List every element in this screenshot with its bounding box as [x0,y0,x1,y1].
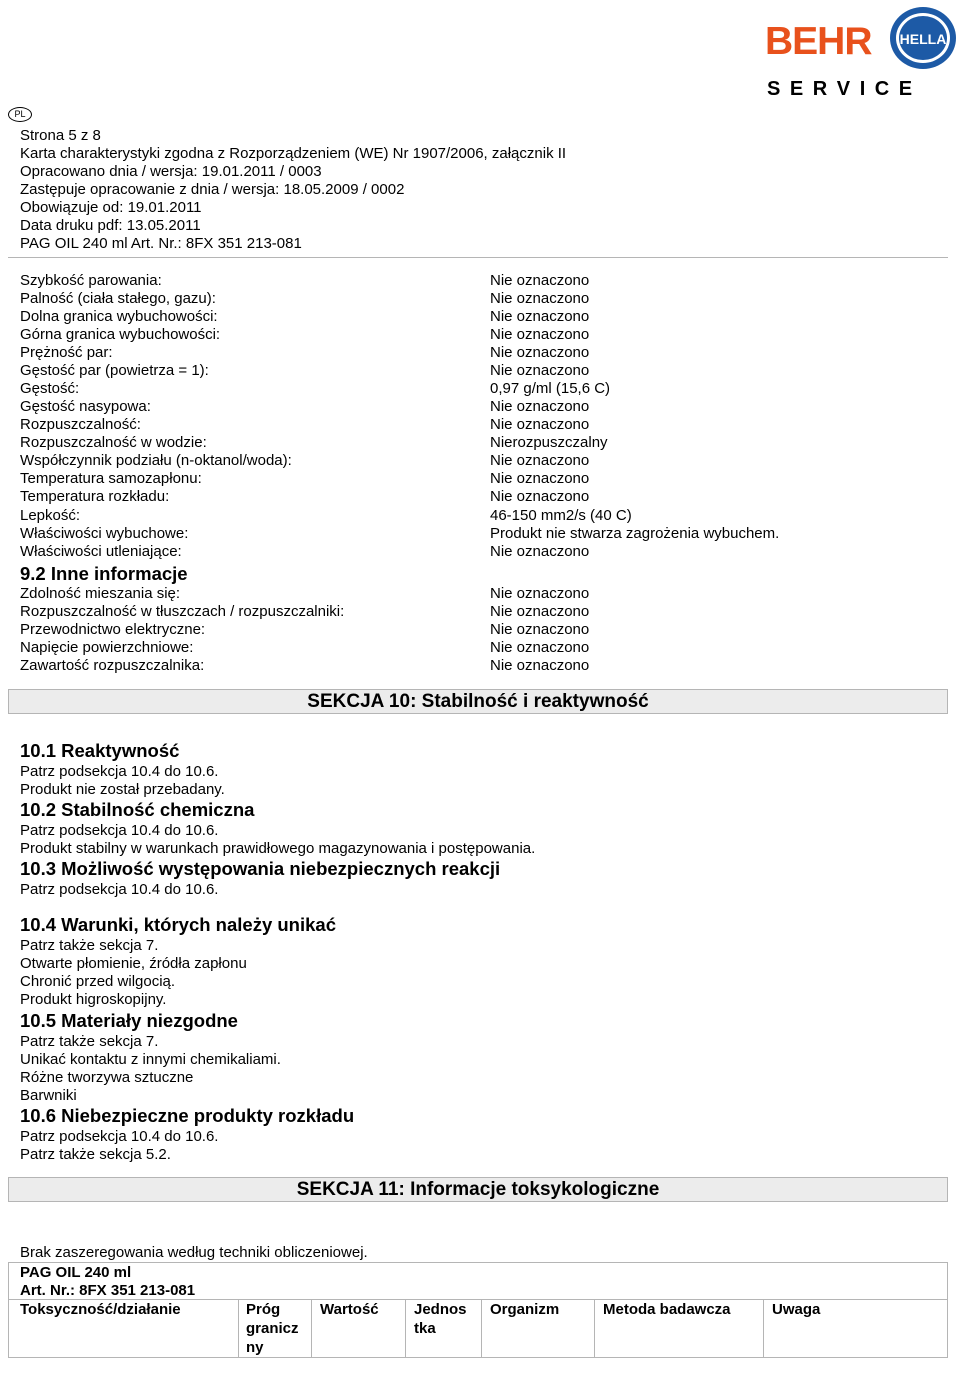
section-10-title: SEKCJA 10: Stabilność i reaktywność [307,691,649,712]
subsection-10-5-heading: 10.5 Materiały niezgodne [20,1010,238,1031]
product-identifier: PAG OIL 240 ml Art. Nr.: 8FX 351 213-081 [20,235,302,252]
property-label: Napięcie powierzchniowe: [20,639,194,656]
property-row [20,452,920,470]
property-value: 0,97 g/ml (15,6 C) [490,380,611,397]
property-label: Dolna granica wybuchowości: [20,308,218,325]
property-value: Nierozpuszczalny [490,434,608,451]
service-logo-text: S E R V I C E [767,78,915,100]
paragraph: Patrz także sekcja 7. [20,937,159,954]
subsection-10-1-heading: 10.1 Reaktywność [20,740,180,761]
property-row [20,290,920,308]
paragraph: Patrz podsekcja 10.4 do 10.6. [20,763,219,780]
paragraph: Unikać kontaktu z innymi chemikaliami. [20,1051,281,1068]
prepared-date: Opracowano dnia / wersja: 19.01.2011 / 0003 [20,163,322,180]
property-row [20,488,920,506]
document-header [20,127,566,253]
property-row [20,434,920,452]
property-value: Nie oznaczono [490,585,590,602]
property-row [20,657,920,675]
paragraph: Barwniki [20,1087,77,1104]
property-value: Nie oznaczono [490,272,590,289]
property-row [20,603,920,621]
column-header-threshold-line: Próg [246,1301,281,1318]
paragraph: Otwarte płomienie, źródła zapłonu [20,955,247,972]
table-column-divider [763,1299,764,1357]
section-11-title: SEKCJA 11: Informacje toksykologiczne [296,1179,660,1200]
table-product-art: Art. Nr.: 8FX 351 213-081 [20,1282,196,1299]
column-header-unit-line: Jednos [414,1301,467,1318]
other-info-heading: 9.2 Inne informacje [20,563,188,584]
paragraph: Produkt higroskopijny. [20,991,167,1008]
property-value: Nie oznaczono [490,416,590,433]
paragraph: Patrz podsekcja 10.4 do 10.6. [20,881,219,898]
document-title: Karta charakterystyki zgodna z Rozporządzeniem (WE) Nr 1907/2006, załącznik II [20,145,567,162]
behr-logo-text: BEHR [765,20,872,63]
table-column-divider [238,1299,239,1357]
property-value: Nie oznaczono [490,398,590,415]
page-number: Strona 5 z 8 [20,127,101,144]
property-value: Nie oznaczono [490,290,590,307]
column-header-unit [414,1300,467,1338]
property-label: Rozpuszczalność: [20,416,141,433]
property-row [20,525,920,543]
property-value: 46-150 mm2/s (40 C) [490,507,632,524]
property-value: Nie oznaczono [490,603,590,620]
property-value: Nie oznaczono [490,488,590,505]
subsection-10-2-heading: 10.2 Stabilność chemiczna [20,799,255,820]
property-label: Górna granica wybuchowości: [20,326,221,343]
column-header-method: Metoda badawcza [603,1301,731,1318]
paragraph: Chronić przed wilgocią. [20,973,176,990]
property-value: Nie oznaczono [490,344,590,361]
property-row [20,380,920,398]
property-row [20,639,920,657]
paragraph: Różne tworzywa sztuczne [20,1069,194,1086]
paragraph: Produkt stabilny w warunkach prawidłowego magazynowania i postępowania. [20,840,536,857]
column-header-unit-line: tka [414,1320,436,1337]
table-column-divider [594,1299,595,1357]
column-header-organism: Organizm [490,1301,560,1318]
column-header-threshold-line: granicz [246,1320,299,1337]
property-label: Lepkość: [20,507,81,524]
property-label: Temperatura rozkładu: [20,488,170,505]
replaces-date: Zastępuje opracowanie z dnia / wersja: 18.05.2009 / 0002 [20,181,405,198]
svg-text:HELLA: HELLA [899,31,947,47]
property-row [20,344,920,362]
subsection-10-4-heading: 10.4 Warunki, których należy unikać [20,914,336,935]
column-header-remark: Uwaga [772,1301,821,1318]
property-value: Produkt nie stwarza zagrożenia wybuchem. [490,525,780,542]
property-label: Gęstość nasypowa: [20,398,151,415]
property-value: Nie oznaczono [490,543,590,560]
property-row [20,543,920,561]
property-label: Gęstość par (powietrza = 1): [20,362,209,379]
property-label: Właściwości utleniające: [20,543,182,560]
property-value: Nie oznaczono [490,326,590,343]
calculation-note: Brak zaszeregowania według techniki obliczeniowej. [20,1244,368,1261]
table-column-divider [405,1299,406,1357]
property-label: Temperatura samozapłonu: [20,470,202,487]
property-label: Szybkość parowania: [20,272,162,289]
paragraph: Patrz także sekcja 7. [20,1033,159,1050]
property-row [20,621,920,639]
property-label: Rozpuszczalność w tłuszczach / rozpuszczalniki: [20,603,345,620]
language-badge [8,107,32,122]
column-header-toxicity: Toksyczność/działanie [20,1301,181,1318]
property-label: Zdolność mieszania się: [20,585,181,602]
property-label: Właściwości wybuchowe: [20,525,189,542]
subsection-10-6-heading: 10.6 Niebezpieczne produkty rozkładu [20,1105,355,1126]
valid-from: Obowiązuje od: 19.01.2011 [20,199,202,216]
paragraph: Patrz podsekcja 10.4 do 10.6. [20,822,219,839]
brand-logo [765,14,955,104]
property-value: Nie oznaczono [490,308,590,325]
table-column-divider [481,1299,482,1357]
property-row [20,507,920,525]
pdf-print-date: Data druku pdf: 13.05.2011 [20,217,201,234]
paragraph: Patrz także sekcja 5.2. [20,1146,171,1163]
hella-logo-icon [887,4,959,72]
property-label: Rozpuszczalność w wodzie: [20,434,207,451]
property-label: Palność (ciała stałego, gazu): [20,290,216,307]
property-label: Gęstość: [20,380,80,397]
language-badge-text: PL [14,109,26,119]
property-row [20,308,920,326]
paragraph: Patrz podsekcja 10.4 do 10.6. [20,1128,219,1145]
column-header-value: Wartość [320,1301,379,1318]
header-divider [8,257,948,258]
property-row [20,585,920,603]
table-product-name: PAG OIL 240 ml [20,1264,132,1281]
section-10-header [8,689,948,714]
property-value: Nie oznaczono [490,452,590,469]
property-value: Nie oznaczono [490,657,590,674]
property-label: Współczynnik podziału (n-oktanol/woda): [20,452,292,469]
property-label: Przewodnictwo elektryczne: [20,621,206,638]
column-header-threshold [246,1300,299,1357]
property-row [20,272,920,290]
property-value: Nie oznaczono [490,621,590,638]
property-label: Prężność par: [20,344,113,361]
table-column-divider [311,1299,312,1357]
property-value: Nie oznaczono [490,639,590,656]
property-row [20,326,920,344]
property-row [20,470,920,488]
paragraph: Produkt nie został przebadany. [20,781,225,798]
property-label: Zawartość rozpuszczalnika: [20,657,205,674]
section-11-header [8,1177,948,1202]
column-header-threshold-line: ny [246,1339,264,1356]
property-row [20,398,920,416]
property-value: Nie oznaczono [490,470,590,487]
subsection-10-3-heading: 10.3 Możliwość występowania niebezpiecznych reakcji [20,858,501,879]
property-row [20,362,920,380]
property-row [20,416,920,434]
property-value: Nie oznaczono [490,362,590,379]
